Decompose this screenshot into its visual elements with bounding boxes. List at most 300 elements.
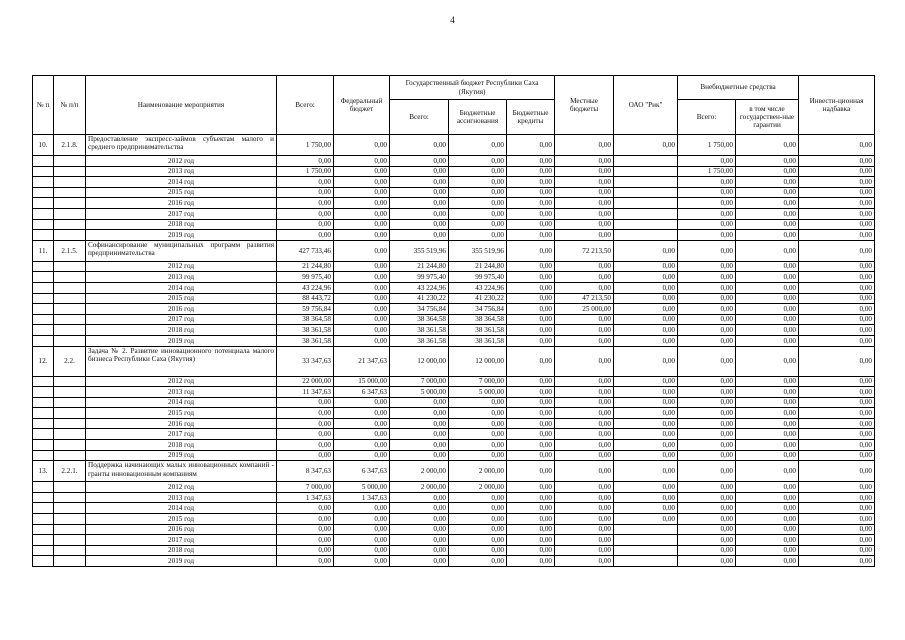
value-cell: 0,00 xyxy=(799,187,875,198)
value-cell: 0,00 xyxy=(449,156,507,167)
value-cell: 25 000,00 xyxy=(555,304,614,315)
empty-cell xyxy=(33,335,54,346)
year-label: 2014 год xyxy=(86,177,277,188)
empty-cell xyxy=(33,524,54,535)
value-cell: 0,00 xyxy=(799,208,875,219)
empty-cell xyxy=(33,387,54,398)
value-cell: 0,00 xyxy=(334,535,390,546)
value-cell: 0,00 xyxy=(678,272,736,283)
table-row-measure xyxy=(33,346,875,376)
value-cell: 38 364,58 xyxy=(390,314,449,325)
empty-cell xyxy=(33,230,54,241)
measure-name: Поддержка начинающих малых инновационных компаний - гранты инновационным компаниям xyxy=(86,461,277,482)
value-cell: 0,00 xyxy=(449,135,507,156)
value-cell: 0,00 xyxy=(334,335,390,346)
empty-cell xyxy=(54,272,86,283)
value-cell: 0,00 xyxy=(277,408,334,419)
empty-cell xyxy=(54,293,86,304)
value-cell: 0,00 xyxy=(736,535,799,546)
value-cell: 0,00 xyxy=(736,177,799,188)
empty-cell xyxy=(54,545,86,556)
table-row-year xyxy=(33,418,875,429)
value-cell: 0,00 xyxy=(334,187,390,198)
value-cell: 0,00 xyxy=(507,156,555,167)
header-no: № п xyxy=(33,76,54,135)
year-label: 2019 год xyxy=(86,450,277,461)
value-cell: 0,00 xyxy=(736,503,799,514)
value-cell: 0,00 xyxy=(555,282,614,293)
value-cell: 0,00 xyxy=(799,450,875,461)
value-cell: 0,00 xyxy=(555,418,614,429)
value-cell: 0,00 xyxy=(736,293,799,304)
value-cell: 0,00 xyxy=(736,418,799,429)
value-cell: 59 756,84 xyxy=(277,304,334,315)
value-cell: 0,00 xyxy=(507,387,555,398)
year-label: 2014 год xyxy=(86,503,277,514)
empty-cell xyxy=(54,440,86,451)
empty-cell xyxy=(33,304,54,315)
value-cell: 1 347,63 xyxy=(277,492,334,503)
value-cell: 0,00 xyxy=(334,166,390,177)
measure-name: Задача № 2. Развитие инновационного потенциала малого бизнеса Республики Саха (Якутия) xyxy=(86,346,277,376)
year-label: 2015 год xyxy=(86,514,277,525)
value-cell: 0,00 xyxy=(614,482,678,493)
header-extra: Внебюджетные средства xyxy=(678,76,799,100)
empty-cell xyxy=(33,325,54,336)
value-cell: 0,00 xyxy=(614,346,678,376)
value-cell: 0,00 xyxy=(736,514,799,525)
value-cell: 0,00 xyxy=(678,304,736,315)
value-cell: 0,00 xyxy=(614,325,678,336)
empty-cell xyxy=(54,166,86,177)
value-cell: 0,00 xyxy=(799,219,875,230)
year-label: 2014 год xyxy=(86,397,277,408)
empty-cell xyxy=(54,418,86,429)
value-cell: 38 364,58 xyxy=(449,314,507,325)
value-cell: 0,00 xyxy=(555,325,614,336)
value-cell: 0,00 xyxy=(334,240,390,261)
value-cell: 0,00 xyxy=(449,440,507,451)
header-local: Местные бюджеты xyxy=(555,76,614,135)
value-cell: 0,00 xyxy=(614,397,678,408)
value-cell: 47 213,50 xyxy=(555,293,614,304)
value-cell: 0,00 xyxy=(799,166,875,177)
year-label: 2012 год xyxy=(86,156,277,167)
value-cell: 0,00 xyxy=(678,240,736,261)
value-cell: 0,00 xyxy=(614,450,678,461)
empty-cell xyxy=(54,376,86,387)
value-cell: 0,00 xyxy=(799,293,875,304)
value-cell: 0,00 xyxy=(555,535,614,546)
measure-name: Предоставление экспресс-займов субъектам малого и среднего предпринимательства xyxy=(86,135,277,156)
value-cell: 0,00 xyxy=(678,429,736,440)
value-cell xyxy=(614,535,678,546)
table-row-year xyxy=(33,177,875,188)
value-cell: 0,00 xyxy=(390,166,449,177)
value-cell: 355 519,96 xyxy=(449,240,507,261)
value-cell: 0,00 xyxy=(334,545,390,556)
value-cell xyxy=(614,556,678,567)
value-cell: 0,00 xyxy=(334,325,390,336)
value-cell: 5 000,00 xyxy=(449,387,507,398)
header-federal: Федеральный бюджет xyxy=(334,76,390,135)
row-item-number: 2.1.8. xyxy=(54,135,86,156)
value-cell: 8 347,63 xyxy=(277,461,334,482)
header-state-alloc: Бюджетные ассигнования xyxy=(449,100,507,135)
value-cell: 0,00 xyxy=(555,272,614,283)
value-cell: 0,00 xyxy=(390,230,449,241)
value-cell: 0,00 xyxy=(555,314,614,325)
table-row-year xyxy=(33,282,875,293)
value-cell: 0,00 xyxy=(507,545,555,556)
value-cell: 0,00 xyxy=(799,461,875,482)
value-cell: 0,00 xyxy=(277,397,334,408)
year-label: 2017 год xyxy=(86,208,277,219)
year-label: 2017 год xyxy=(86,429,277,440)
value-cell: 38 361,58 xyxy=(449,335,507,346)
value-cell: 0,00 xyxy=(555,556,614,567)
value-cell: 0,00 xyxy=(507,397,555,408)
value-cell: 0,00 xyxy=(614,293,678,304)
value-cell: 0,00 xyxy=(555,450,614,461)
value-cell: 0,00 xyxy=(334,198,390,209)
empty-cell xyxy=(54,556,86,567)
value-cell: 0,00 xyxy=(736,440,799,451)
value-cell: 0,00 xyxy=(678,293,736,304)
value-cell: 33 347,63 xyxy=(277,346,334,376)
value-cell: 0,00 xyxy=(390,135,449,156)
value-cell: 0,00 xyxy=(277,198,334,209)
value-cell: 0,00 xyxy=(799,240,875,261)
value-cell: 0,00 xyxy=(390,418,449,429)
value-cell: 0,00 xyxy=(277,524,334,535)
value-cell: 0,00 xyxy=(449,198,507,209)
value-cell: 41 230,22 xyxy=(390,293,449,304)
empty-cell xyxy=(33,514,54,525)
value-cell: 0,00 xyxy=(507,166,555,177)
value-cell: 0,00 xyxy=(614,272,678,283)
value-cell: 0,00 xyxy=(277,177,334,188)
value-cell: 0,00 xyxy=(736,335,799,346)
value-cell: 0,00 xyxy=(614,387,678,398)
value-cell: 0,00 xyxy=(334,524,390,535)
empty-cell xyxy=(54,304,86,315)
value-cell: 0,00 xyxy=(736,261,799,272)
value-cell: 0,00 xyxy=(678,397,736,408)
value-cell: 21 244,80 xyxy=(449,261,507,272)
table-row-year xyxy=(33,492,875,503)
value-cell: 0,00 xyxy=(678,219,736,230)
value-cell: 15 000,00 xyxy=(334,376,390,387)
value-cell: 0,00 xyxy=(507,376,555,387)
value-cell: 0,00 xyxy=(277,418,334,429)
empty-cell xyxy=(33,397,54,408)
value-cell: 0,00 xyxy=(334,450,390,461)
year-label: 2013 год xyxy=(86,492,277,503)
table-row-year xyxy=(33,514,875,525)
value-cell: 0,00 xyxy=(555,461,614,482)
value-cell: 99 975,40 xyxy=(449,272,507,283)
value-cell: 0,00 xyxy=(449,535,507,546)
empty-cell xyxy=(33,282,54,293)
table-row-year xyxy=(33,156,875,167)
row-number: 12. xyxy=(33,346,54,376)
value-cell: 0,00 xyxy=(736,135,799,156)
year-label: 2017 год xyxy=(86,314,277,325)
table-row-year xyxy=(33,314,875,325)
value-cell xyxy=(614,177,678,188)
value-cell: 0,00 xyxy=(799,198,875,209)
value-cell: 0,00 xyxy=(449,397,507,408)
empty-cell xyxy=(33,545,54,556)
value-cell: 0,00 xyxy=(334,397,390,408)
empty-cell xyxy=(54,282,86,293)
empty-cell xyxy=(33,272,54,283)
value-cell: 0,00 xyxy=(678,524,736,535)
value-cell: 0,00 xyxy=(614,376,678,387)
value-cell: 0,00 xyxy=(736,272,799,283)
value-cell: 0,00 xyxy=(799,325,875,336)
value-cell: 0,00 xyxy=(555,397,614,408)
value-cell: 0,00 xyxy=(736,492,799,503)
value-cell: 0,00 xyxy=(736,376,799,387)
value-cell: 0,00 xyxy=(449,230,507,241)
value-cell: 0,00 xyxy=(678,408,736,419)
year-label: 2016 год xyxy=(86,198,277,209)
header-name: Наименование мероприятия xyxy=(86,76,277,135)
value-cell: 0,00 xyxy=(555,514,614,525)
empty-cell xyxy=(54,482,86,493)
empty-cell xyxy=(33,450,54,461)
value-cell xyxy=(614,198,678,209)
value-cell: 0,00 xyxy=(555,346,614,376)
value-cell: 0,00 xyxy=(736,408,799,419)
row-item-number: 2.2.1. xyxy=(54,461,86,482)
value-cell: 0,00 xyxy=(736,450,799,461)
year-label: 2019 год xyxy=(86,230,277,241)
table-row-year xyxy=(33,261,875,272)
row-item-number: 2.2. xyxy=(54,346,86,376)
year-label: 2014 год xyxy=(86,282,277,293)
value-cell: 0,00 xyxy=(614,492,678,503)
value-cell: 0,00 xyxy=(678,387,736,398)
value-cell: 0,00 xyxy=(736,304,799,315)
empty-cell xyxy=(54,177,86,188)
value-cell: 0,00 xyxy=(390,450,449,461)
empty-cell xyxy=(54,198,86,209)
empty-cell xyxy=(54,492,86,503)
table-row-year xyxy=(33,208,875,219)
value-cell: 0,00 xyxy=(507,219,555,230)
value-cell: 41 230,22 xyxy=(449,293,507,304)
table-row-year xyxy=(33,219,875,230)
value-cell: 0,00 xyxy=(555,208,614,219)
value-cell: 0,00 xyxy=(507,240,555,261)
value-cell: 0,00 xyxy=(614,261,678,272)
table-row-year xyxy=(33,230,875,241)
value-cell: 2 000,00 xyxy=(390,461,449,482)
table-row-year xyxy=(33,535,875,546)
value-cell: 0,00 xyxy=(678,545,736,556)
value-cell: 0,00 xyxy=(277,535,334,546)
value-cell: 0,00 xyxy=(507,261,555,272)
table-row-year xyxy=(33,524,875,535)
year-label: 2018 год xyxy=(86,219,277,230)
value-cell: 0,00 xyxy=(555,545,614,556)
value-cell: 0,00 xyxy=(507,198,555,209)
value-cell: 72 213,50 xyxy=(555,240,614,261)
value-cell: 0,00 xyxy=(678,208,736,219)
empty-cell xyxy=(33,429,54,440)
value-cell: 6 347,63 xyxy=(334,461,390,482)
value-cell: 0,00 xyxy=(736,325,799,336)
value-cell: 0,00 xyxy=(736,545,799,556)
value-cell: 0,00 xyxy=(555,219,614,230)
value-cell: 0,00 xyxy=(334,556,390,567)
value-cell: 0,00 xyxy=(736,198,799,209)
value-cell: 7 000,00 xyxy=(277,482,334,493)
value-cell: 0,00 xyxy=(277,503,334,514)
value-cell: 0,00 xyxy=(799,503,875,514)
table-header xyxy=(33,76,875,135)
value-cell: 0,00 xyxy=(277,156,334,167)
value-cell: 0,00 xyxy=(678,177,736,188)
value-cell: 0,00 xyxy=(507,335,555,346)
year-label: 2013 год xyxy=(86,272,277,283)
value-cell: 99 975,40 xyxy=(277,272,334,283)
header-invest: Инвести-ционная надбавка xyxy=(799,76,875,135)
empty-cell xyxy=(33,177,54,188)
empty-cell xyxy=(54,535,86,546)
empty-cell xyxy=(33,314,54,325)
empty-cell xyxy=(54,314,86,325)
empty-cell xyxy=(33,418,54,429)
value-cell: 0,00 xyxy=(277,450,334,461)
header-state-credit: Бюджетные кредиты xyxy=(507,100,555,135)
value-cell: 0,00 xyxy=(799,397,875,408)
value-cell: 0,00 xyxy=(334,514,390,525)
value-cell: 0,00 xyxy=(799,482,875,493)
value-cell: 0,00 xyxy=(390,440,449,451)
value-cell: 0,00 xyxy=(555,492,614,503)
empty-cell xyxy=(33,166,54,177)
value-cell: 0,00 xyxy=(507,314,555,325)
value-cell: 0,00 xyxy=(799,335,875,346)
value-cell: 0,00 xyxy=(390,524,449,535)
value-cell: 0,00 xyxy=(449,545,507,556)
value-cell: 0,00 xyxy=(799,535,875,546)
year-label: 2018 год xyxy=(86,440,277,451)
empty-cell xyxy=(54,450,86,461)
value-cell: 0,00 xyxy=(449,166,507,177)
value-cell: 0,00 xyxy=(390,545,449,556)
value-cell: 0,00 xyxy=(614,440,678,451)
year-label: 2016 год xyxy=(86,304,277,315)
value-cell: 12 000,00 xyxy=(449,346,507,376)
value-cell: 99 975,40 xyxy=(390,272,449,283)
empty-cell xyxy=(54,387,86,398)
value-cell: 0,00 xyxy=(507,325,555,336)
table-row-year xyxy=(33,166,875,177)
empty-cell xyxy=(33,187,54,198)
year-label: 2013 год xyxy=(86,166,277,177)
value-cell: 0,00 xyxy=(555,335,614,346)
value-cell: 0,00 xyxy=(614,418,678,429)
value-cell: 0,00 xyxy=(614,314,678,325)
empty-cell xyxy=(54,503,86,514)
value-cell: 0,00 xyxy=(614,240,678,261)
value-cell: 0,00 xyxy=(507,482,555,493)
value-cell: 0,00 xyxy=(555,230,614,241)
value-cell: 1 750,00 xyxy=(678,135,736,156)
value-cell: 0,00 xyxy=(555,387,614,398)
value-cell: 0,00 xyxy=(507,208,555,219)
value-cell: 11 347,63 xyxy=(277,387,334,398)
value-cell: 0,00 xyxy=(678,282,736,293)
value-cell: 0,00 xyxy=(555,166,614,177)
empty-cell xyxy=(33,198,54,209)
table-row-year xyxy=(33,325,875,336)
empty-cell xyxy=(54,261,86,272)
header-oao: ОАО "Рик" xyxy=(614,76,678,135)
value-cell: 0,00 xyxy=(449,219,507,230)
value-cell: 0,00 xyxy=(334,282,390,293)
value-cell: 0,00 xyxy=(736,556,799,567)
value-cell: 0,00 xyxy=(678,346,736,376)
empty-cell xyxy=(33,492,54,503)
value-cell xyxy=(614,166,678,177)
value-cell: 0,00 xyxy=(507,450,555,461)
value-cell: 0,00 xyxy=(614,304,678,315)
value-cell: 0,00 xyxy=(736,387,799,398)
value-cell: 0,00 xyxy=(555,177,614,188)
value-cell: 0,00 xyxy=(555,429,614,440)
value-cell: 0,00 xyxy=(507,177,555,188)
value-cell: 43 224,96 xyxy=(277,282,334,293)
empty-cell xyxy=(54,219,86,230)
value-cell: 38 361,58 xyxy=(390,335,449,346)
value-cell: 0,00 xyxy=(334,418,390,429)
year-label: 2016 год xyxy=(86,418,277,429)
value-cell: 0,00 xyxy=(678,230,736,241)
value-cell: 1 750,00 xyxy=(277,166,334,177)
header-extra-guar: в том числе государствен-ные гарантии xyxy=(736,100,799,135)
value-cell: 0,00 xyxy=(334,440,390,451)
empty-cell xyxy=(54,208,86,219)
value-cell: 0,00 xyxy=(334,314,390,325)
table-row-year xyxy=(33,272,875,283)
value-cell: 6 347,63 xyxy=(334,387,390,398)
year-label: 2012 год xyxy=(86,376,277,387)
row-number: 11. xyxy=(33,240,54,261)
value-cell: 0,00 xyxy=(678,503,736,514)
value-cell: 0,00 xyxy=(736,397,799,408)
value-cell: 0,00 xyxy=(678,556,736,567)
header-np: № п/п xyxy=(54,76,86,135)
table-row-year xyxy=(33,503,875,514)
value-cell: 0,00 xyxy=(614,514,678,525)
value-cell: 0,00 xyxy=(678,514,736,525)
year-label: 2015 год xyxy=(86,187,277,198)
empty-cell xyxy=(33,261,54,272)
value-cell: 0,00 xyxy=(390,556,449,567)
value-cell: 0,00 xyxy=(614,335,678,346)
value-cell: 427 733,46 xyxy=(277,240,334,261)
table-row-year xyxy=(33,545,875,556)
page-number: 4 xyxy=(450,15,455,25)
value-cell: 0,00 xyxy=(334,293,390,304)
value-cell: 21 244,80 xyxy=(277,261,334,272)
